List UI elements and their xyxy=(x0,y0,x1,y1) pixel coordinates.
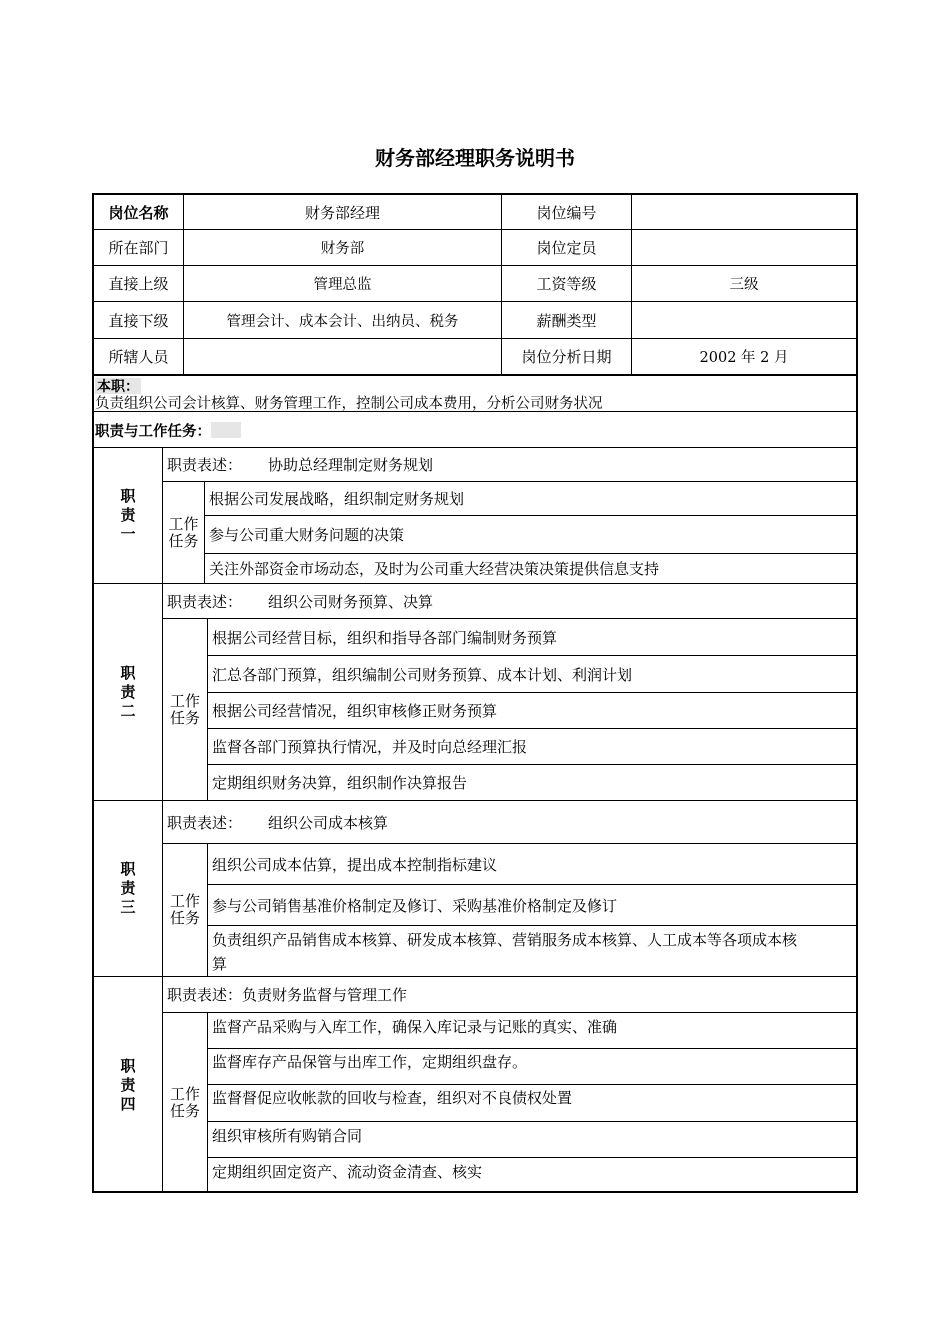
duty-2-statement xyxy=(167,584,433,618)
duty-2-task-2: 汇总各部门预算，组织编制公司财务预算、成本计划、利润计划 xyxy=(212,665,633,684)
duty-3-label-char: 责 xyxy=(120,879,136,897)
task-label-line: 任务 xyxy=(168,531,199,550)
headcount-value xyxy=(632,230,856,265)
duty-2-label-char: 责 xyxy=(120,682,136,701)
duty-3-task-2: 参与公司销售基准价格制定及修订、采购基准价格制定及修订 xyxy=(212,896,618,915)
statement-label: 职责表述： xyxy=(167,592,243,611)
duty-2-task-4: 监督各部门预算执行情况，并及时向总经理汇报 xyxy=(212,738,528,756)
duty-4-label-char: 职 xyxy=(120,1056,136,1075)
duty-3-label-char: 三 xyxy=(120,898,136,916)
duty-4-task-label xyxy=(163,1013,207,1193)
duty-4-label-char: 责 xyxy=(120,1075,136,1094)
duty-4-task-4: 组织审核所有购销合同 xyxy=(212,1126,363,1145)
statement-label: 职责表述： xyxy=(167,986,243,1004)
task-label-line: 工作 xyxy=(169,691,200,710)
summary-text: 负责组织公司会计核算、财务管理工作，控制公司成本费用，分析公司财务状况 xyxy=(95,395,603,412)
salary-grade-value: 三级 xyxy=(729,277,759,293)
duty-4-task-5: 定期组织固定资产、流动资金清查、核实 xyxy=(212,1162,483,1181)
staff-label: 所辖人员 xyxy=(108,348,169,366)
duty-2-task-5: 定期组织财务决算，组织制作决算报告 xyxy=(212,774,468,792)
duty-3-task-3-cont: 算 xyxy=(212,954,228,973)
headcount-label: 岗位定员 xyxy=(536,239,597,257)
position-code-label: 岗位编号 xyxy=(536,203,597,222)
duty-1-label-char: 责 xyxy=(120,506,136,524)
statement-text: 负责财务监督与管理工作 xyxy=(242,986,408,1004)
duty-3-label-char: 职 xyxy=(120,860,136,878)
duty-3-task-label xyxy=(163,844,207,976)
position-name-value: 财务部经理 xyxy=(304,203,380,222)
department-label: 所在部门 xyxy=(108,239,169,257)
statement-text: 协助总经理制定财务规划 xyxy=(268,456,434,474)
duty-3-label xyxy=(94,801,162,976)
duty-2-task-label xyxy=(163,619,207,800)
salary-grade-label: 工资等级 xyxy=(536,275,597,293)
subordinate-value: 管理会计、成本会计、出纳员、税务 xyxy=(226,313,459,330)
duty-4-task-3: 监督督促应收帐款的回收与检查，组织对不良债权处置 xyxy=(212,1088,573,1107)
department-value: 财务部 xyxy=(320,241,365,257)
duty-4-label-char: 四 xyxy=(120,1094,136,1113)
subordinate-label: 直接下级 xyxy=(108,311,169,330)
header-shade xyxy=(211,422,241,438)
duty-2-label-char: 职 xyxy=(120,663,136,682)
duty-3-task-1: 组织公司成本估算，提出成本控制指标建议 xyxy=(212,855,498,874)
duty-3-task-3: 负责组织产品销售成本核算、研发成本核算、营销服务成本核算、人工成本等各项成本核 xyxy=(212,930,798,949)
duty-2-label xyxy=(94,584,162,800)
pay-type-value xyxy=(632,302,856,338)
duty-1-label-char: 职 xyxy=(120,487,136,505)
staff-value xyxy=(184,339,501,374)
task-label-line: 工作 xyxy=(169,1085,200,1103)
task-label-line: 任务 xyxy=(169,909,200,927)
duty-2-label-char: 二 xyxy=(120,701,136,720)
superior-value: 管理总监 xyxy=(313,277,372,293)
duty-4-label xyxy=(94,977,162,1193)
duty-4-task-2: 监督库存产品保管与出库工作，定期组织盘存。 xyxy=(212,1052,528,1071)
analysis-date-value: 2002 年 2 月 xyxy=(699,350,789,366)
pay-type-label: 薪酬类型 xyxy=(536,311,597,330)
position-name-label: 岗位名称 xyxy=(108,203,169,222)
duty-4-statement xyxy=(167,977,407,1012)
duty-2-task-1: 根据公司经营目标，组织和指导各部门编制财务预算 xyxy=(212,628,558,647)
position-code-value xyxy=(632,195,856,229)
duty-1-statement xyxy=(167,448,433,481)
analysis-date-label: 岗位分析日期 xyxy=(521,348,612,366)
task-label-line: 工作 xyxy=(169,892,200,910)
duty-1-task-2: 参与公司重大财务问题的决策 xyxy=(209,526,405,544)
statement-label: 职责表述： xyxy=(167,813,243,832)
duties-header xyxy=(95,420,241,440)
task-label-line: 任务 xyxy=(169,708,200,727)
duty-1-label xyxy=(94,448,162,583)
document-title: 财务部经理职务说明书 xyxy=(375,146,575,170)
statement-text: 组织公司财务预算、决算 xyxy=(268,592,434,611)
duty-1-task-3: 关注外部资金市场动态，及时为公司重大经营决策决策提供信息支持 xyxy=(209,560,660,578)
summary-label: 本职： xyxy=(97,379,139,395)
task-label-line: 工作 xyxy=(168,514,199,533)
duty-2-task-3: 根据公司经营情况，组织审核修正财务预算 xyxy=(212,702,498,720)
duty-3-statement xyxy=(167,801,388,843)
duty-1-label-char: 一 xyxy=(120,525,136,543)
superior-label: 直接上级 xyxy=(108,275,169,293)
task-label-line: 任务 xyxy=(169,1102,200,1120)
duty-4-task-1: 监督产品采购与入库工作，确保入库记录与记账的真实、准确 xyxy=(212,1017,618,1036)
statement-label: 职责表述： xyxy=(167,456,243,474)
duties-header-text: 职责与工作任务： xyxy=(95,423,211,440)
statement-text: 组织公司成本核算 xyxy=(268,813,389,832)
duty-1-task-label xyxy=(163,482,204,583)
duty-1-task-1: 根据公司发展战略，组织制定财务规划 xyxy=(209,490,465,508)
